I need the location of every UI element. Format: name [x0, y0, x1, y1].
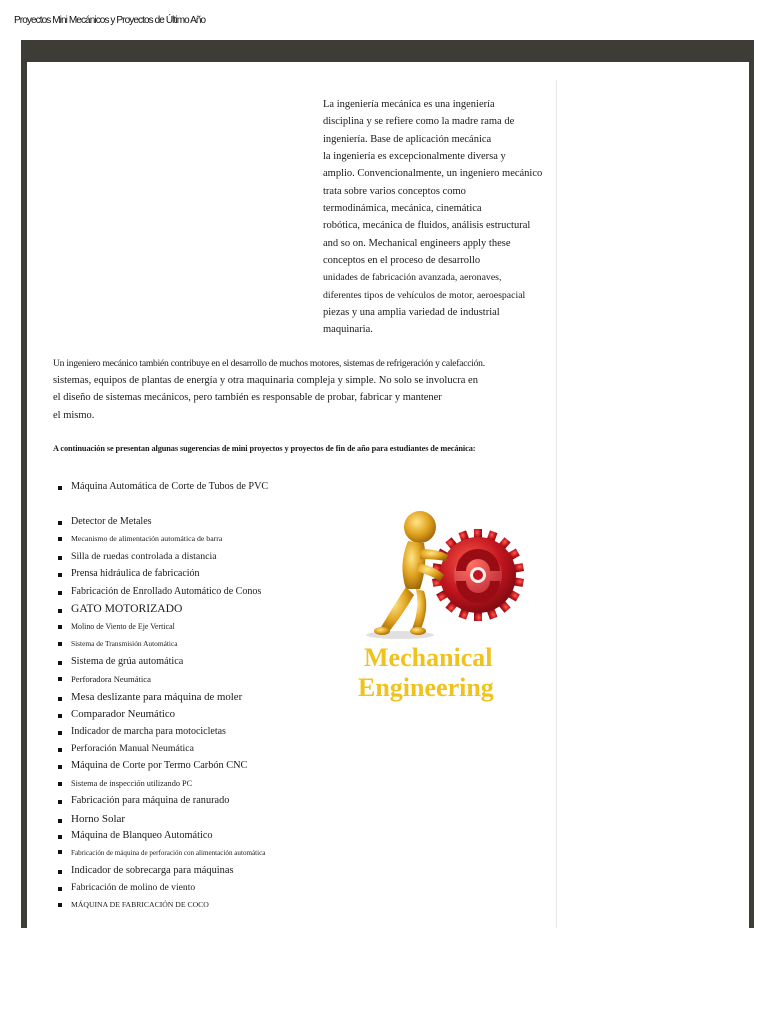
- project-list-item-label: Detector de Metales: [71, 516, 152, 527]
- intro-line: ingeniería. Base de aplicación mecánica: [323, 133, 492, 145]
- intro-line: termodinámica, mecánica, cinemática: [323, 203, 482, 215]
- bullet-icon: [58, 521, 62, 525]
- bullet-icon: [58, 835, 62, 839]
- bullet-icon: [58, 748, 62, 752]
- project-list-item-label: Perforación Manual Neumática: [71, 743, 194, 754]
- intro-line: maquinaria.: [323, 324, 373, 336]
- paragraph-line: el diseño de sistemas mecánicos, pero también es responsable de probar, fabricar y mantener: [53, 392, 442, 404]
- document-title: Proyectos Mini Mecánicos y Proyectos de Último Año: [14, 15, 206, 26]
- project-list-item-label: Indicador de sobrecarga para máquinas: [71, 865, 234, 876]
- project-list-item-label: GATO MOTORIZADO: [71, 602, 183, 615]
- project-list-item-label: Máquina de Corte por Termo Carbón CNC: [71, 760, 248, 771]
- bullet-icon: [58, 903, 62, 907]
- project-list-item-label: Molino de Viento de Eje Vertical: [71, 622, 175, 631]
- project-list-item-label: Indicador de marcha para motocicletas: [71, 726, 226, 737]
- intro-line: unidades de fabricación avanzada, aeronaves,: [323, 272, 502, 284]
- intro-line: and so on. Mechanical engineers apply these: [323, 237, 511, 249]
- bullet-icon: [58, 573, 62, 577]
- intro-line: diferentes tipos de vehículos de motor, aeroespacial: [323, 289, 526, 301]
- bullet-icon: [58, 714, 62, 718]
- intro-paragraph: [323, 96, 563, 339]
- project-list-item-label: Perforadora Neumática: [71, 674, 151, 684]
- project-list-item-label: Horno Solar: [71, 813, 126, 825]
- intro-line: trata sobre varios conceptos como: [323, 185, 466, 197]
- bullet-icon: [58, 870, 62, 874]
- intro-line: piezas y una amplia variedad de industrial: [323, 307, 500, 319]
- bullet-icon: [58, 887, 62, 891]
- intro-line: conceptos en el proceso de desarrollo: [323, 255, 481, 267]
- bullet-icon: [58, 800, 62, 804]
- project-list-item-label: Fabricación para máquina de ranurado: [71, 795, 230, 806]
- intro-line: La ingeniería mecánica es una ingeniería: [323, 99, 495, 110]
- project-list-item-label: Máquina Automática de Corte de Tubos de PVC: [71, 481, 269, 492]
- projects-heading: A continuación se presentan algunas sugerencias de mini proyectos y proyectos de fin de año para estudiantes de mecánica:: [53, 444, 476, 453]
- gold-figure-pushing-gear-icon: [350, 505, 540, 645]
- logo-text-engineering: Engineering: [358, 673, 494, 702]
- bullet-icon: [58, 731, 62, 735]
- bullet-icon: [58, 661, 62, 665]
- intro-line: robótica, mecánica de fluidos, análisis estructural: [323, 220, 531, 232]
- bullet-icon: [58, 677, 62, 681]
- project-list-item-label: Sistema de Transmisión Automática: [71, 639, 178, 648]
- bullet-icon: [58, 537, 62, 541]
- bullet-icon: [58, 625, 62, 629]
- project-list-item-label: Prensa hidráulica de fabricación: [71, 568, 200, 579]
- intro-line: amplio. Convencionalmente, un ingeniero mecánico: [323, 168, 543, 180]
- project-list-item-label: Fabricación de Enrollado Automático de Conos: [71, 586, 262, 597]
- bullet-icon: [58, 782, 62, 786]
- intro-line: la ingeniería es excepcionalmente diversa y: [323, 151, 506, 163]
- paragraph-line: Un ingeniero mecánico también contribuye en el desarrollo de muchos motores, sistemas de refrigeración y calefacción.: [53, 358, 485, 369]
- bullet-icon: [58, 819, 62, 823]
- project-list-item-label: Mecanismo de alimentación automática de barra: [71, 534, 223, 543]
- project-list-item-label: MÁQUINA DE FABRICACIÓN DE COCO: [71, 900, 209, 909]
- intro-line: disciplina y se refiere como la madre rama de: [323, 116, 515, 128]
- bullet-icon: [58, 850, 62, 854]
- bullet-icon: [58, 765, 62, 769]
- project-list-item-label: Silla de ruedas controlada a distancia: [71, 551, 217, 562]
- project-list-item-label: Máquina de Blanqueo Automático: [71, 830, 213, 841]
- bullet-icon: [58, 609, 62, 613]
- bullet-icon: [58, 556, 62, 560]
- project-list-item-label: Sistema de grúa automática: [71, 656, 184, 667]
- paragraph-line: el mismo.: [53, 409, 95, 421]
- project-list-item-label: Mesa deslizante para máquina de moler: [71, 691, 243, 703]
- bullet-icon: [58, 591, 62, 595]
- project-list-item-label: Sistema de inspección utilizando PC: [71, 779, 193, 788]
- project-list-item-label: Fabricación de máquina de perforación con alimentación automática: [71, 849, 266, 857]
- bullet-icon: [58, 486, 62, 490]
- logo-text-mechanical: Mechanical: [364, 643, 493, 672]
- project-list-item-label: Fabricación de molino de viento: [71, 882, 196, 893]
- mechanical-engineering-logo: [350, 505, 540, 710]
- bullet-icon: [58, 642, 62, 646]
- contribution-paragraph: [53, 356, 543, 424]
- bullet-icon: [58, 697, 62, 701]
- paragraph-line: sistemas, equipos de plantas de energía y otra maquinaria compleja y simple. No solo se involucra en: [53, 375, 478, 386]
- project-list-item-label: Comparador Neumático: [71, 708, 176, 720]
